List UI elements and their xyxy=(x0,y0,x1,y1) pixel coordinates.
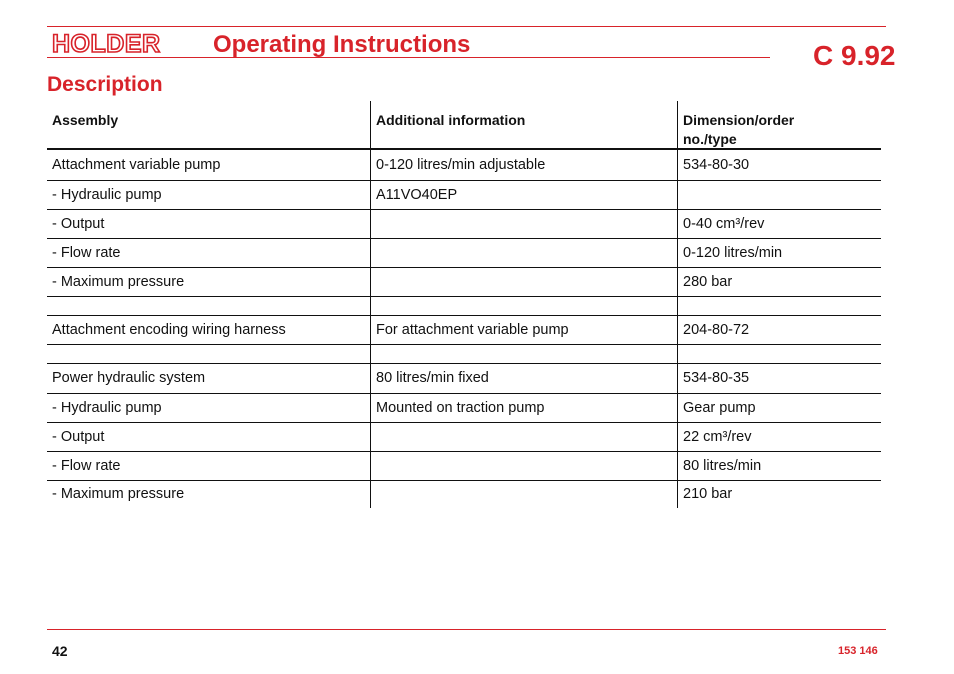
column-divider xyxy=(370,101,371,508)
document-number: 153 146 xyxy=(838,645,878,657)
cell-additional-info: Mounted on traction pump xyxy=(376,399,545,416)
cell-additional-info: 80 litres/min fixed xyxy=(376,370,489,386)
document-title: Operating Instructions xyxy=(213,31,471,58)
row-rule xyxy=(47,180,881,181)
holder-logo: HOLDER xyxy=(52,30,161,58)
cell-assembly: - Maximum pressure xyxy=(52,486,185,502)
cell-dimension: 0-120 litres/min xyxy=(683,244,783,261)
cell-assembly: - Output xyxy=(52,428,105,445)
cell-dimension: 204-80-72 xyxy=(683,321,750,338)
row-rule xyxy=(47,363,881,364)
row-rule xyxy=(47,315,881,316)
cell-dimension: 80 litres/min xyxy=(683,457,762,474)
cell-additional-info: 0-120 litres/min adjustable xyxy=(376,157,546,173)
cell-dimension: 534-80-35 xyxy=(683,370,750,386)
cell-additional-info: A11VO40EP xyxy=(376,186,458,203)
section-title: Description xyxy=(47,73,163,96)
column-divider xyxy=(677,101,678,508)
cell-dimension: 210 bar xyxy=(683,486,733,502)
row-rule xyxy=(47,451,881,452)
cell-dimension: 280 bar xyxy=(683,273,733,290)
cell-assembly: - Hydraulic pump xyxy=(52,186,162,203)
page-number: 42 xyxy=(52,643,68,659)
cell-assembly: - Output xyxy=(52,215,105,232)
cell-assembly: - Hydraulic pump xyxy=(52,399,162,416)
cell-assembly: Attachment encoding wiring harness xyxy=(52,321,286,338)
row-rule xyxy=(47,480,881,481)
cell-assembly: - Flow rate xyxy=(52,457,121,474)
row-rule xyxy=(47,267,881,268)
row-rule xyxy=(47,344,881,345)
header-assembly: Assembly xyxy=(52,112,119,128)
header-dimension-order: Dimension/order no./type xyxy=(683,112,795,147)
row-rule xyxy=(47,296,881,297)
header-additional-information: Additional information xyxy=(376,112,526,128)
row-rule xyxy=(47,238,881,239)
cell-dimension: 22 cm³/rev xyxy=(683,428,752,445)
cell-dimension: 0-40 cm³/rev xyxy=(683,215,765,232)
row-rule xyxy=(47,393,881,394)
cell-assembly: - Maximum pressure xyxy=(52,273,185,290)
cell-assembly: Attachment variable pump xyxy=(52,157,221,173)
header-rule xyxy=(47,148,881,150)
cell-assembly: - Flow rate xyxy=(52,244,121,261)
page-code: C 9.92 xyxy=(813,40,896,71)
cell-dimension: Gear pump xyxy=(683,399,756,416)
cell-dimension: 534-80-30 xyxy=(683,157,750,173)
cell-assembly: Power hydraulic system xyxy=(52,370,206,386)
row-rule xyxy=(47,209,881,210)
header-top-rule xyxy=(47,26,886,27)
row-rule xyxy=(47,422,881,423)
footer-rule xyxy=(47,629,886,630)
cell-additional-info: For attachment variable pump xyxy=(376,321,569,338)
